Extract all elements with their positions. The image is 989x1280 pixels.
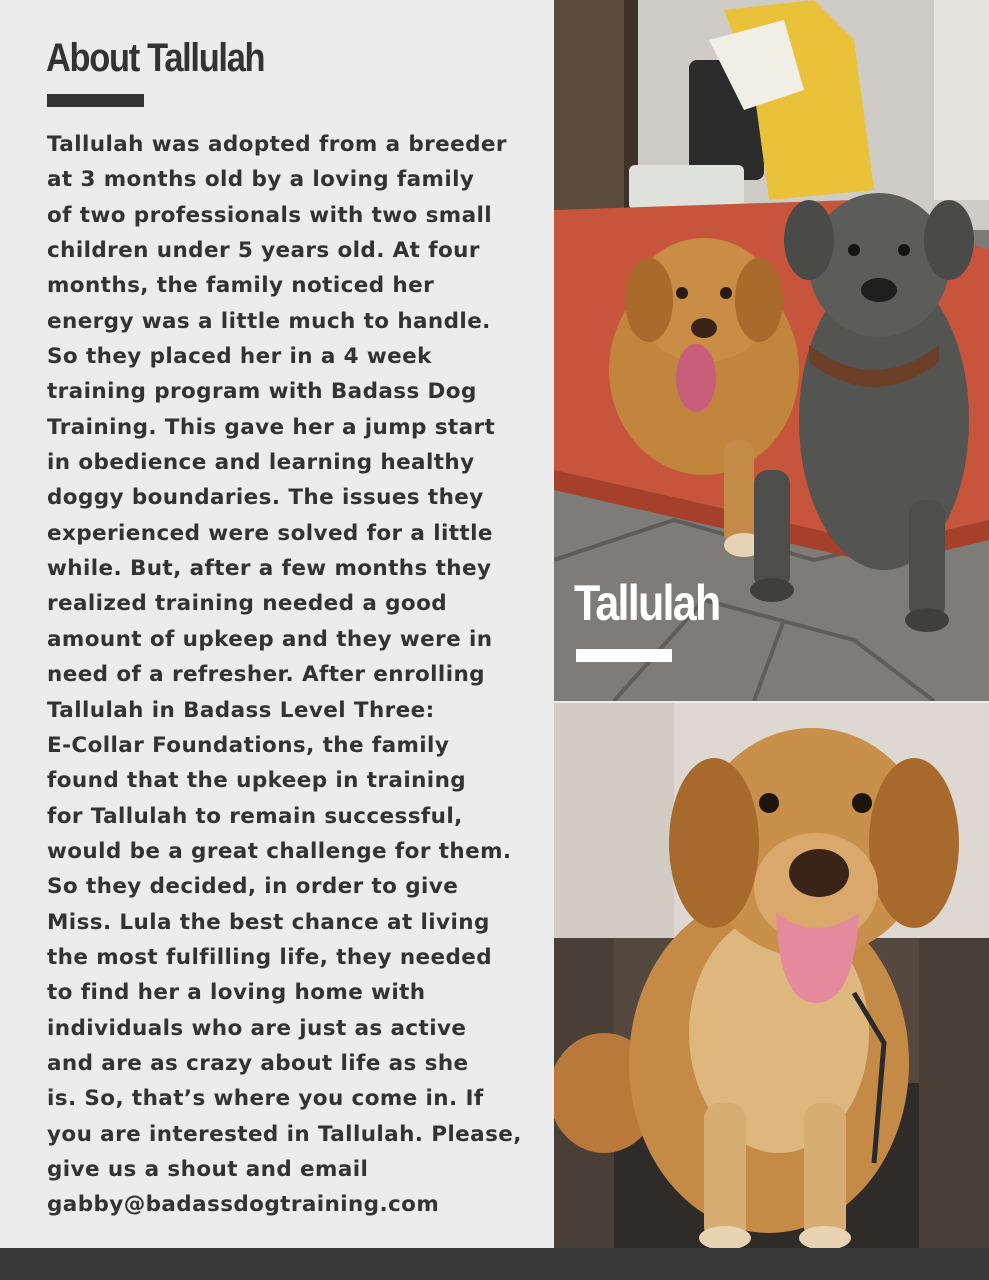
body-line: you are interested in Tallulah. Please, xyxy=(47,1121,522,1147)
contact-email: gabby@badassdogtraining.com xyxy=(47,1192,440,1218)
body-line: at 3 months old by a loving family xyxy=(47,167,475,193)
body-line: while. But, after a few months they xyxy=(47,556,492,582)
body-line: give us a shout and email xyxy=(47,1156,369,1182)
body-line: individuals who are just as active xyxy=(47,1015,467,1041)
caption-underline xyxy=(576,649,672,662)
body-line: training program with Badass Dog xyxy=(47,379,477,405)
body-line: So they decided, in order to give xyxy=(47,874,459,900)
heading-underline xyxy=(47,94,144,107)
body-line: for Tallulah to remain successful, xyxy=(47,803,463,829)
body-line: need of a refresher. After enrolling xyxy=(47,662,485,688)
body-line: of two professionals with two small xyxy=(47,202,493,228)
body-line: realized training needed a good xyxy=(47,591,448,617)
body-line: So they placed her in a 4 week xyxy=(47,344,432,370)
body-line: is. So, that’s where you come in. If xyxy=(47,1086,484,1112)
two-dogs-photo xyxy=(554,0,989,701)
body-line: Tallulah was adopted from a breeder xyxy=(47,132,507,157)
tallulah-portrait-photo xyxy=(554,703,989,1248)
body-line: energy was a little much to handle. xyxy=(47,308,491,334)
body-line: would be a great challenge for them. xyxy=(47,838,512,864)
golden-dog-illustration xyxy=(554,703,989,1248)
photo-caption: Tallulah xyxy=(574,575,720,631)
article-body xyxy=(47,127,522,1223)
body-line: Tallulah in Badass Level Three: xyxy=(47,697,435,723)
body-line: amount of upkeep and they were in xyxy=(47,626,493,652)
body-line: in obedience and learning healthy xyxy=(47,450,475,476)
body-line: Training. This gave her a jump start xyxy=(47,414,496,440)
body-line: children under 5 years old. At four xyxy=(47,238,480,264)
body-line: E-Collar Foundations, the family xyxy=(47,732,450,758)
body-line: experienced were solved for a little xyxy=(47,520,493,546)
body-line: to find her a loving home with xyxy=(47,980,426,1006)
article-heading: About Tallulah xyxy=(46,36,265,80)
body-line: Miss. Lula the best chance at living xyxy=(47,909,490,935)
body-line: months, the family noticed her xyxy=(47,273,435,299)
body-line: doggy boundaries. The issues they xyxy=(47,485,484,511)
body-line: found that the upkeep in training xyxy=(47,768,467,794)
body-line: the most fulfilling life, they needed xyxy=(47,944,493,970)
body-line: and are as crazy about life as she xyxy=(47,1050,469,1076)
footer-bar xyxy=(0,1248,989,1280)
